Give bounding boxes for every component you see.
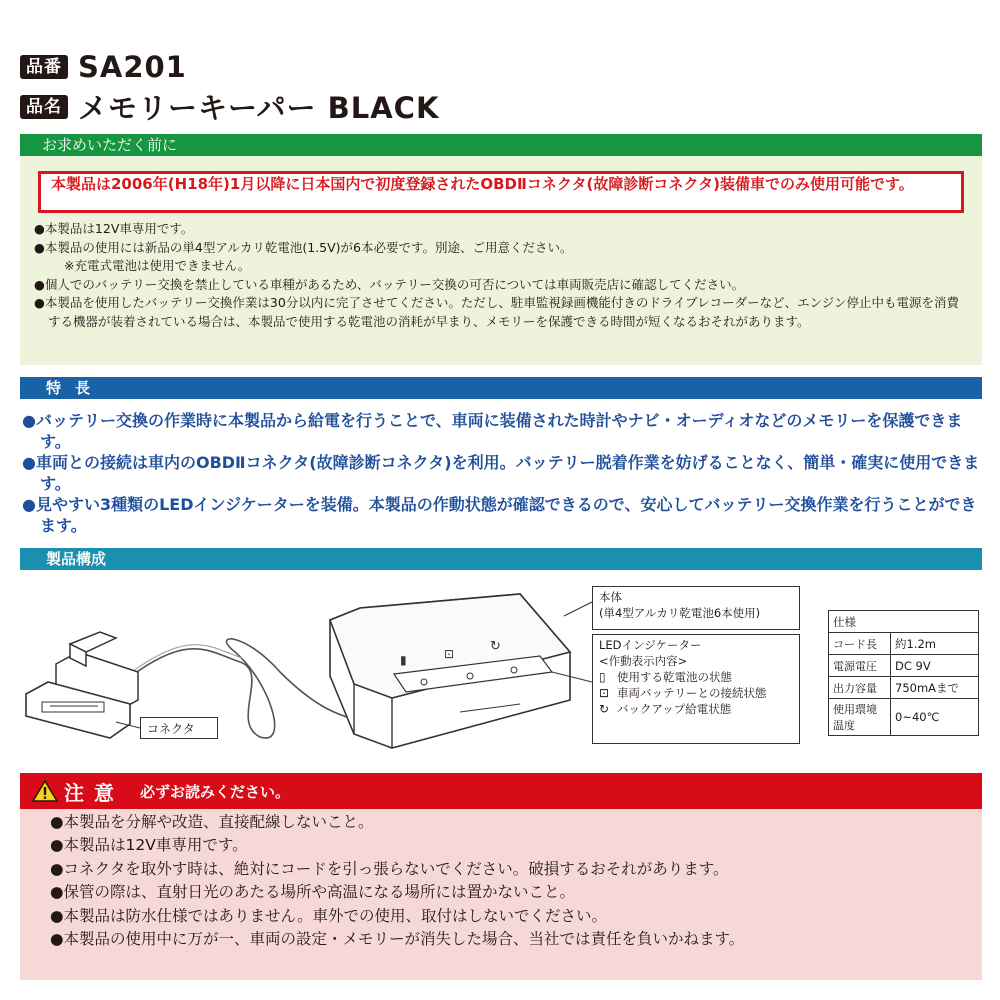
spec-key: 出力容量 bbox=[829, 677, 891, 699]
before-purchase-panel bbox=[20, 156, 982, 365]
table-row bbox=[829, 633, 979, 655]
battery-icon: ▯ bbox=[599, 670, 606, 684]
product-code: SA201 bbox=[78, 50, 187, 84]
body-callout bbox=[592, 586, 800, 630]
list-item: ●本製品は12V車専用です。 bbox=[34, 221, 194, 236]
led-title: LEDインジケーター bbox=[599, 638, 702, 652]
spec-value: DC 9V bbox=[891, 655, 979, 677]
table-row bbox=[829, 655, 979, 677]
feature-item: ●バッテリー交換の作業時に本製品から給電を行うことで、車両に装備された時計やナビ・オーディオなどのメモリーを保護できます。 bbox=[22, 411, 963, 451]
caution-list bbox=[50, 811, 744, 951]
led-item bbox=[599, 701, 793, 717]
spec-title: 仕様 bbox=[829, 611, 979, 633]
led-item-label: バックアップ給電状態 bbox=[617, 702, 732, 716]
contents-heading: 製品構成 bbox=[20, 548, 982, 570]
table-row bbox=[829, 699, 979, 736]
spec-table bbox=[828, 610, 979, 736]
caution-subtitle: 必ずお読みください。 bbox=[140, 782, 291, 801]
product-name-tag: 品名 bbox=[20, 95, 68, 119]
product-name-row bbox=[20, 86, 439, 127]
led-item bbox=[599, 685, 793, 701]
car-battery-icon: ⊡ bbox=[599, 686, 610, 700]
spec-value: 750mAまで bbox=[891, 677, 979, 699]
features-heading: 特長 bbox=[20, 377, 982, 399]
caution-item: ●本製品は12V車専用です。 bbox=[50, 836, 248, 855]
caution-item: ●本製品の使用中に万が一、車両の設定・メモリーが消失した場合、当社では責任を負いかねます。 bbox=[50, 930, 745, 949]
backup-icon: ↻ bbox=[599, 702, 610, 716]
features-list bbox=[22, 410, 982, 536]
product-code-tag: 品番 bbox=[20, 55, 68, 79]
body-note: (単4型アルカリ乾電池6本使用) bbox=[599, 606, 761, 620]
list-item-note: ※充電式電池は使用できません。 bbox=[64, 258, 251, 273]
spec-key: 電源電圧 bbox=[829, 655, 891, 677]
spec-value: 0~40℃ bbox=[891, 699, 979, 736]
caution-panel bbox=[20, 809, 982, 980]
before-purchase-list bbox=[34, 220, 964, 331]
connector-callout: コネクタ bbox=[140, 717, 218, 739]
list-item: ●個人でのバッテリー交換を禁止している車種があるため、バッテリー交換の可否については車両販売店に確認してください。 bbox=[34, 276, 745, 292]
before-purchase-heading: お求めいただく前に bbox=[20, 134, 982, 156]
product-diagram bbox=[20, 572, 982, 772]
led-item-label: 車両バッテリーとの接続状態 bbox=[617, 686, 767, 700]
led-item-label: 使用する乾電池の状態 bbox=[617, 670, 732, 684]
svg-text:⊡: ⊡ bbox=[444, 647, 455, 661]
product-name: メモリーキーパー BLACK bbox=[78, 91, 440, 125]
caution-heading bbox=[20, 773, 982, 809]
spec-key: コード長 bbox=[829, 633, 891, 655]
caution-item: ●本製品は防水仕様ではありません。車外での使用、取付はしないでください。 bbox=[50, 906, 607, 925]
list-item: ●本製品の使用には新品の単4型アルカリ乾電池(1.5V)が6本必要です。別途、ご用意ください。 bbox=[34, 239, 573, 255]
caution-item: ●コネクタを取外す時は、絶対にコードを引っ張らないでください。破損するおそれがあります。 bbox=[50, 859, 729, 878]
table-row bbox=[829, 677, 979, 699]
list-item: ●本製品を使用したバッテリー交換作業は30分以内に完了させてください。ただし、駐車監視録画機能付きのドライブレコーダーなど、エンジン停止中も電源を消費する機器が装着されている場合は、本製品で使用する乾電池の消耗が早まり、メモリーを保護できる時間が短くなるおそれがあります。 bbox=[34, 295, 959, 329]
main-unit bbox=[330, 594, 570, 748]
feature-item: ●車両との接続は車内のOBDⅡコネクタ(故障診断コネクタ)を利用。バッテリー脱着作業を妨げることなく、簡単・確実に使用できます。 bbox=[22, 453, 980, 493]
feature-item: ●見やすい3種類のLEDインジケーターを装備。本製品の作動状態が確認できるので、安心してバッテリー交換作業を行うことができます。 bbox=[22, 495, 977, 535]
led-callout bbox=[592, 634, 800, 744]
caution-item: ●保管の際は、直射日光のあたる場所や高温になる場所には置かないこと。 bbox=[50, 883, 576, 902]
spec-key: 使用環境温度 bbox=[829, 699, 891, 736]
led-item bbox=[599, 669, 793, 685]
warning-icon bbox=[32, 779, 58, 803]
body-label: 本体 bbox=[599, 590, 622, 604]
product-code-row bbox=[20, 50, 187, 84]
caution-item: ●本製品を分解や改造、直接配線しないこと。 bbox=[50, 813, 374, 831]
svg-text:▮: ▮ bbox=[400, 653, 407, 667]
spec-value: 約1.2m bbox=[891, 633, 979, 655]
svg-text:↻: ↻ bbox=[490, 639, 501, 654]
obd-connector bbox=[26, 632, 138, 738]
caution-title: 注意 bbox=[64, 780, 124, 805]
compatibility-warning: 本製品は2006年(H18年)1月以降に日本国内で初度登録されたOBDⅡコネクタ(故障診断コネクタ)装備車でのみ使用可能です。 bbox=[38, 171, 964, 213]
led-subtitle: <作動表示内容> bbox=[599, 654, 688, 668]
leader-line bbox=[564, 602, 592, 616]
